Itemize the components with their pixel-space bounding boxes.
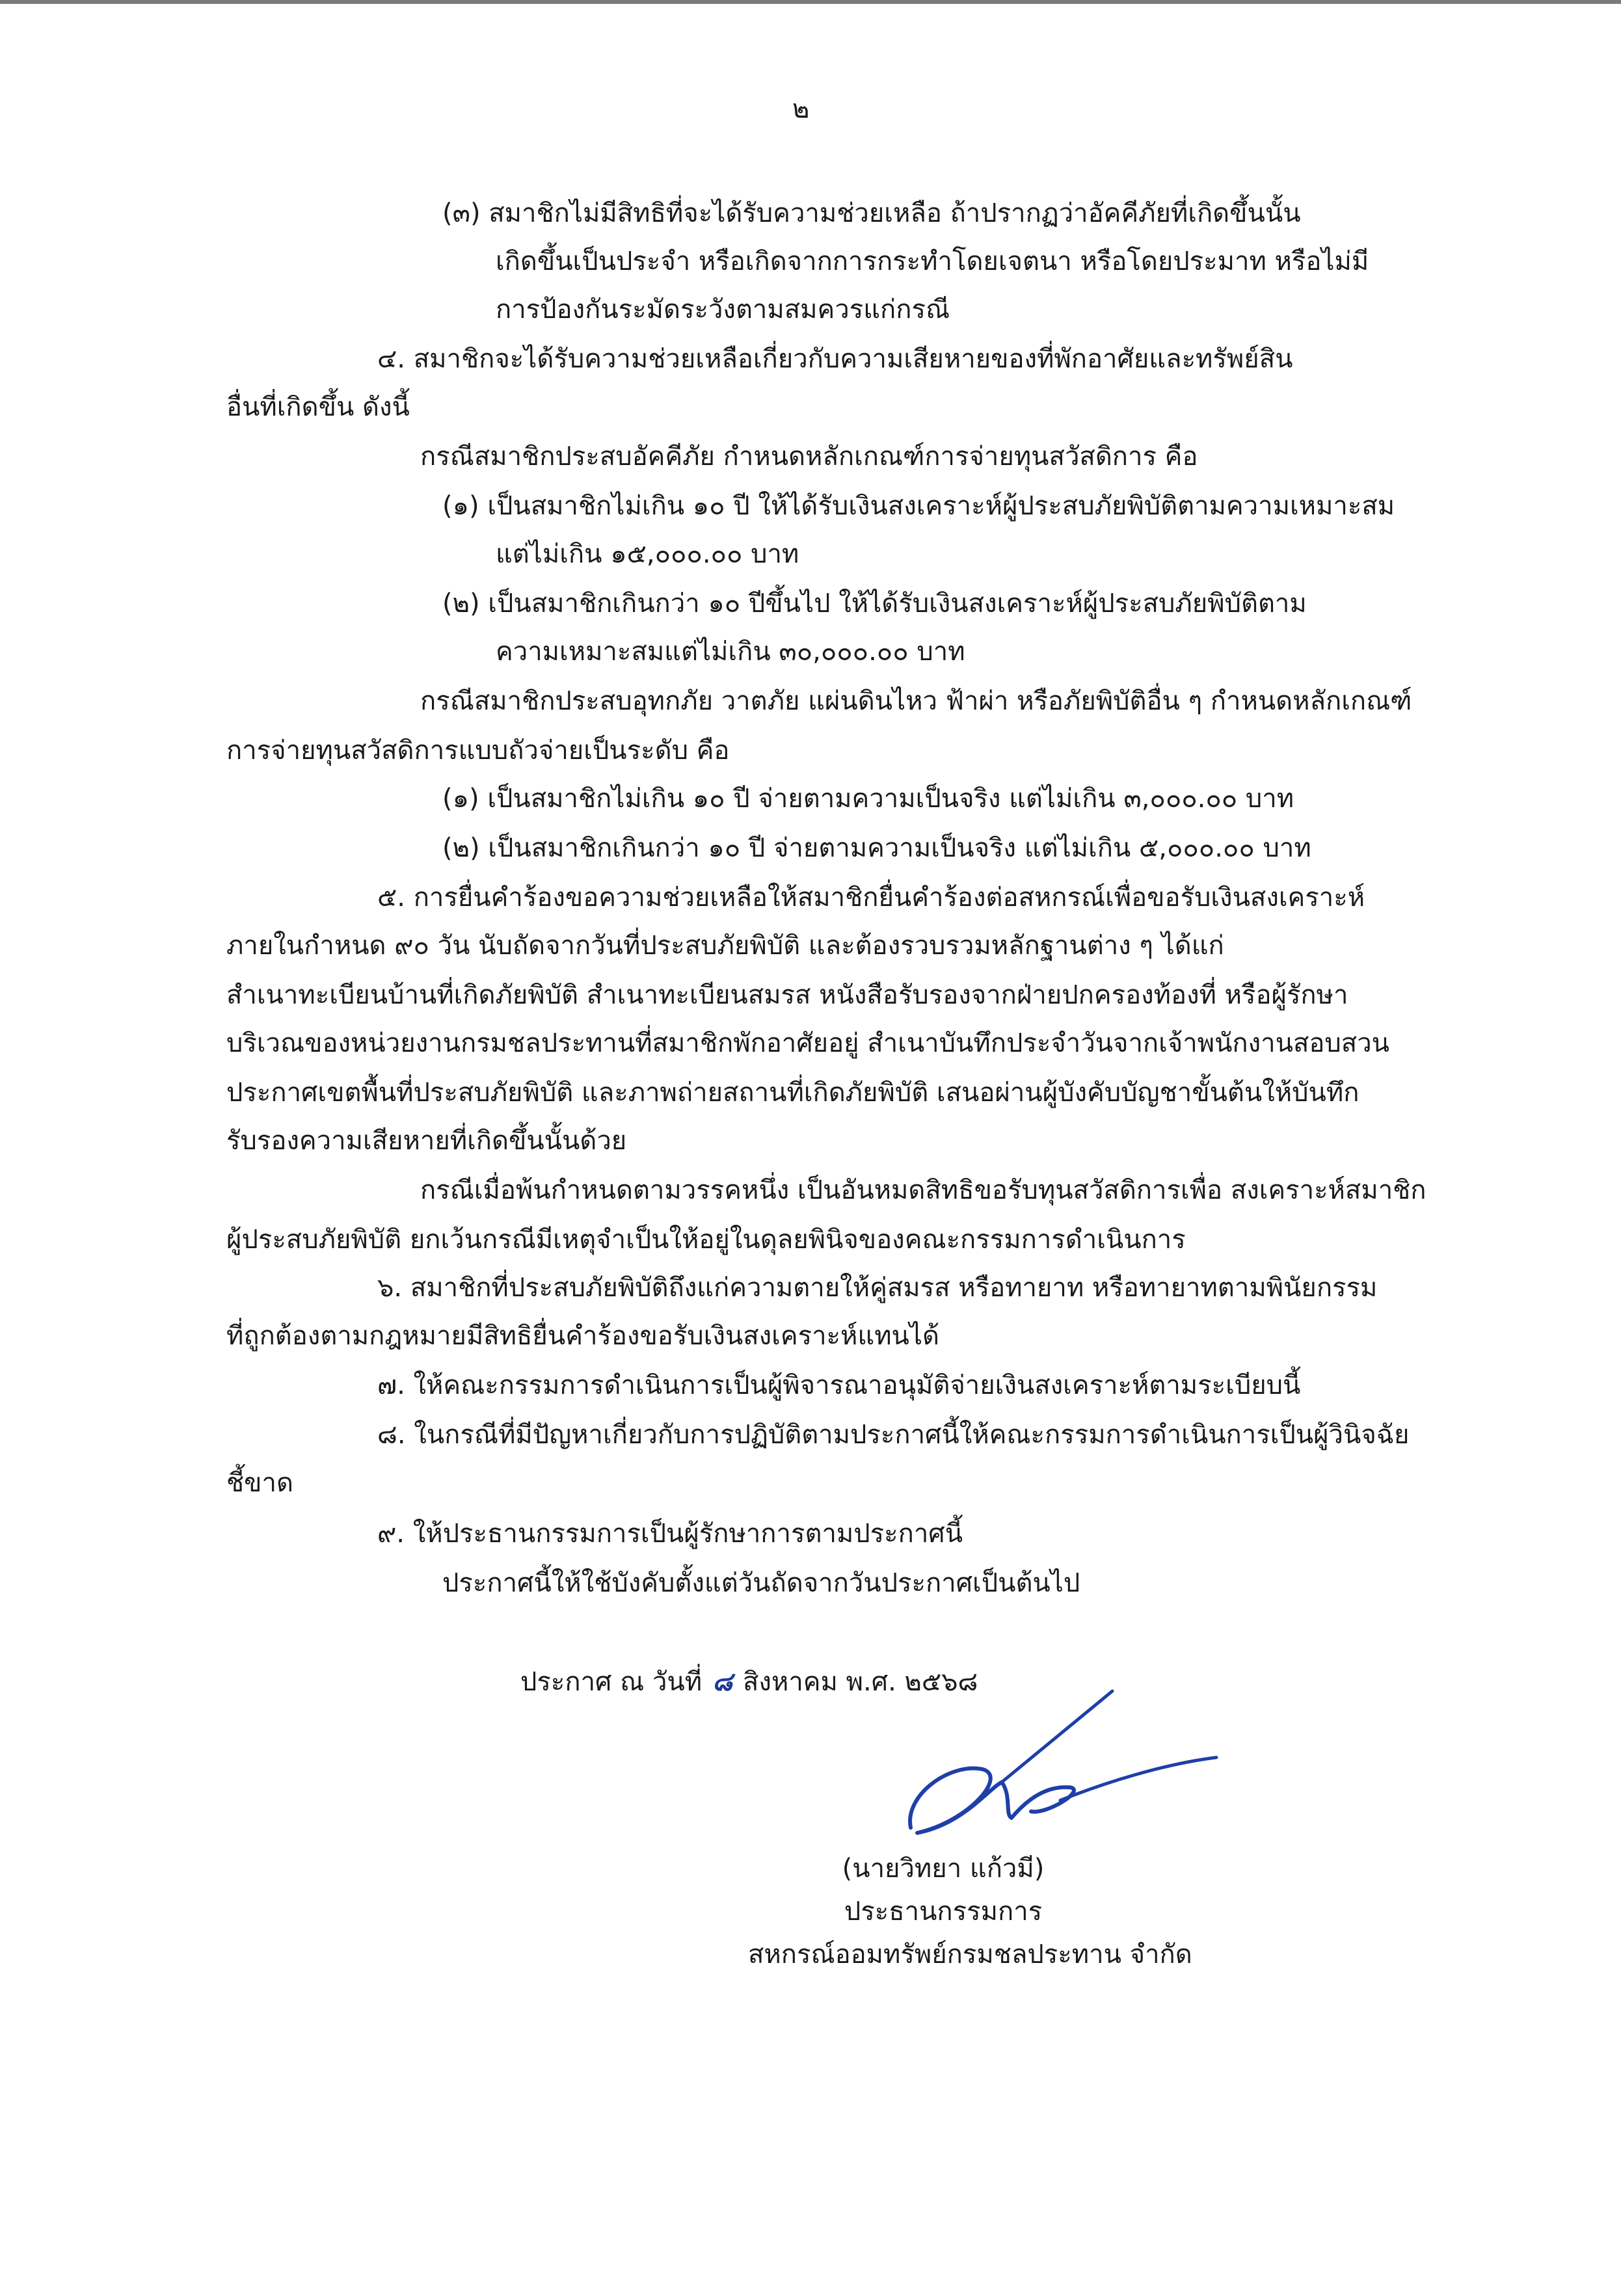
disaster-item-2: (๒) เป็นสมาชิกเกินกว่า ๑๐ ปี จ่ายตามความเป็นจริง แต่ไม่เกิน ๕,๐๐๐.๐๐ บาท [442,833,1311,863]
date-day: ๘ [712,1667,732,1697]
clause-5-line-5: ประกาศเขตพื้นที่ประสบภัยพิบัติ และภาพถ่ายสถานที่เกิดภัยพิบัติ เสนอผ่านผู้บังคับบัญชาขั้นต้นให้บันทึก [226,1078,1360,1108]
clause-4-line-1: ๔. สมาชิกจะได้รับความช่วยเหลือเกี่ยวกับความเสียหายของที่พักอาศัยและทรัพย์สิน [377,344,1293,374]
clause-5-line-2: ภายในกำหนด ๙๐ วัน นับถัดจากวันที่ประสบภัยพิบัติ และต้องรวบรวมหลักฐานต่าง ๆ ได้แก่ [226,931,1224,961]
clause-8-line-1: ๘. ในกรณีที่มีปัญหาเกี่ยวกับการปฏิบัติตามประกาศนี้ให้คณะกรรมการดำเนินการเป็นผู้วินิจฉัย [377,1420,1410,1450]
para-3-line-3: การป้องกันระมัดระวังตามสมควรแก่กรณี [496,295,950,325]
signature-block [748,1847,1192,1976]
signer-name: (นายวิทยา แก้วมี) [842,1854,1045,1884]
clause-5-line-3: สำเนาทะเบียนบ้านที่เกิดภัยพิบัติ สำเนาทะเบียนสมรส หนังสือรับรองจากฝ่ายปกครองท้องที่ หรือผู้รักษา [226,980,1348,1010]
fire-item-1-line-1: (๑) เป็นสมาชิกไม่เกิน ๑๐ ปี ให้ได้รับเงินสงเคราะห์ผู้ประสบภัยพิบัติตามความเหมาะสม [442,491,1395,521]
signer-position: ประธานกรรมการ [844,1897,1043,1927]
para-3-line-1: (๓) สมาชิกไม่มีสิทธิที่จะได้รับความช่วยเหลือ ถ้าปรากฏว่าอัคคีภัยที่เกิดขึ้นนั้น [442,198,1301,228]
handwritten-signature [872,1685,1236,1854]
page-number: ๒ [792,94,810,124]
fire-item-1-line-2: แต่ไม่เกิน ๑๕,๐๐๐.๐๐ บาท [496,539,799,569]
organization-name: สหกรณ์ออมทรัพย์กรมชลประทาน จำกัด [748,1940,1192,1969]
date-prefix: ประกาศ ณ วันที่ [520,1667,703,1697]
clause-7: ๗. ให้คณะกรรมการดำเนินการเป็นผู้พิจารณาอนุมัติจ่ายเงินสงเคราะห์ตามระเบียบนี้ [377,1370,1301,1400]
fire-item-2-line-2: ความเหมาะสมแต่ไม่เกิน ๓๐,๐๐๐.๐๐ บาท [496,637,965,667]
date-suffix: สิงหาคม พ.ศ. ๒๕๖๘ [743,1667,978,1697]
fire-item-2-line-1: (๒) เป็นสมาชิกเกินกว่า ๑๐ ปีขึ้นไป ให้ได้รับเงินสงเคราะห์ผู้ประสบภัยพิบัติตาม [442,589,1307,619]
deadline-line-2: ผู้ประสบภัยพิบัติ ยกเว้นกรณีมีเหตุจำเป็นให้อยู่ในดุลยพินิจของคณะกรรมการดำเนินการ [226,1225,1186,1255]
fire-case-heading: กรณีสมาชิกประสบอัคคีภัย กำหนดหลักเกณฑ์การจ่ายทุนสวัสดิการ คือ [420,442,1198,472]
disaster-case-line-2: การจ่ายทุนสวัสดิการแบบถัวจ่ายเป็นระดับ คือ [226,736,730,766]
clause-8-line-2: ชี้ขาด [226,1468,293,1498]
clause-4-line-2: อื่นที่เกิดขึ้น ดังนี้ [226,392,410,422]
clause-6-line-1: ๖. สมาชิกที่ประสบภัยพิบัติถึงแก่ความตายให้คู่สมรส หรือทายาท หรือทายาทตามพินัยกรรม [377,1273,1378,1303]
clause-5-line-4: บริเวณของหน่วยงานกรมชลประทานที่สมาชิกพักอาศัยอยู่ สำเนาบันทึกประจำวันจากเจ้าพนักงานสอบสวน [226,1028,1390,1058]
clause-5-line-6: รับรองความเสียหายที่เกิดขึ้นนั้นด้วย [226,1126,627,1156]
disaster-item-1: (๑) เป็นสมาชิกไม่เกิน ๑๐ ปี จ่ายตามความเป็นจริง แต่ไม่เกิน ๓,๐๐๐.๐๐ บาท [442,784,1294,814]
deadline-line-1: กรณีเมื่อพ้นกำหนดตามวรรคหนึ่ง เป็นอันหมดสิทธิขอรับทุนสวัสดิการเพื่อ สงเคราะห์สมาชิก [420,1175,1427,1205]
top-border [0,0,1621,4]
clause-5-line-1: ๕. การยื่นคำร้องขอความช่วยเหลือให้สมาชิกยื่นคำร้องต่อสหกรณ์เพื่อขอรับเงินสงเคราะห์ [377,883,1365,913]
effective-line: ประกาศนี้ให้ใช้บังคับตั้งแต่วันถัดจากวันประกาศเป็นต้นไป [442,1568,1080,1598]
disaster-case-line-1: กรณีสมาชิกประสบอุทกภัย วาตภัย แผ่นดินไหว ฟ้าผ่า หรือภัยพิบัติอื่น ๆ กำหนดหลักเกณฑ์ [420,686,1412,716]
clause-9: ๙. ให้ประธานกรรมการเป็นผู้รักษาการตามประกาศนี้ [377,1519,963,1549]
para-3-line-2: เกิดขึ้นเป็นประจำ หรือเกิดจากการกระทำโดยเจตนา หรือโดยประมาท หรือไม่มี [496,247,1369,276]
clause-6-line-2: ที่ถูกต้องตามกฎหมายมีสิทธิยื่นคำร้องขอรับเงินสงเคราะห์แทนได้ [226,1321,939,1351]
